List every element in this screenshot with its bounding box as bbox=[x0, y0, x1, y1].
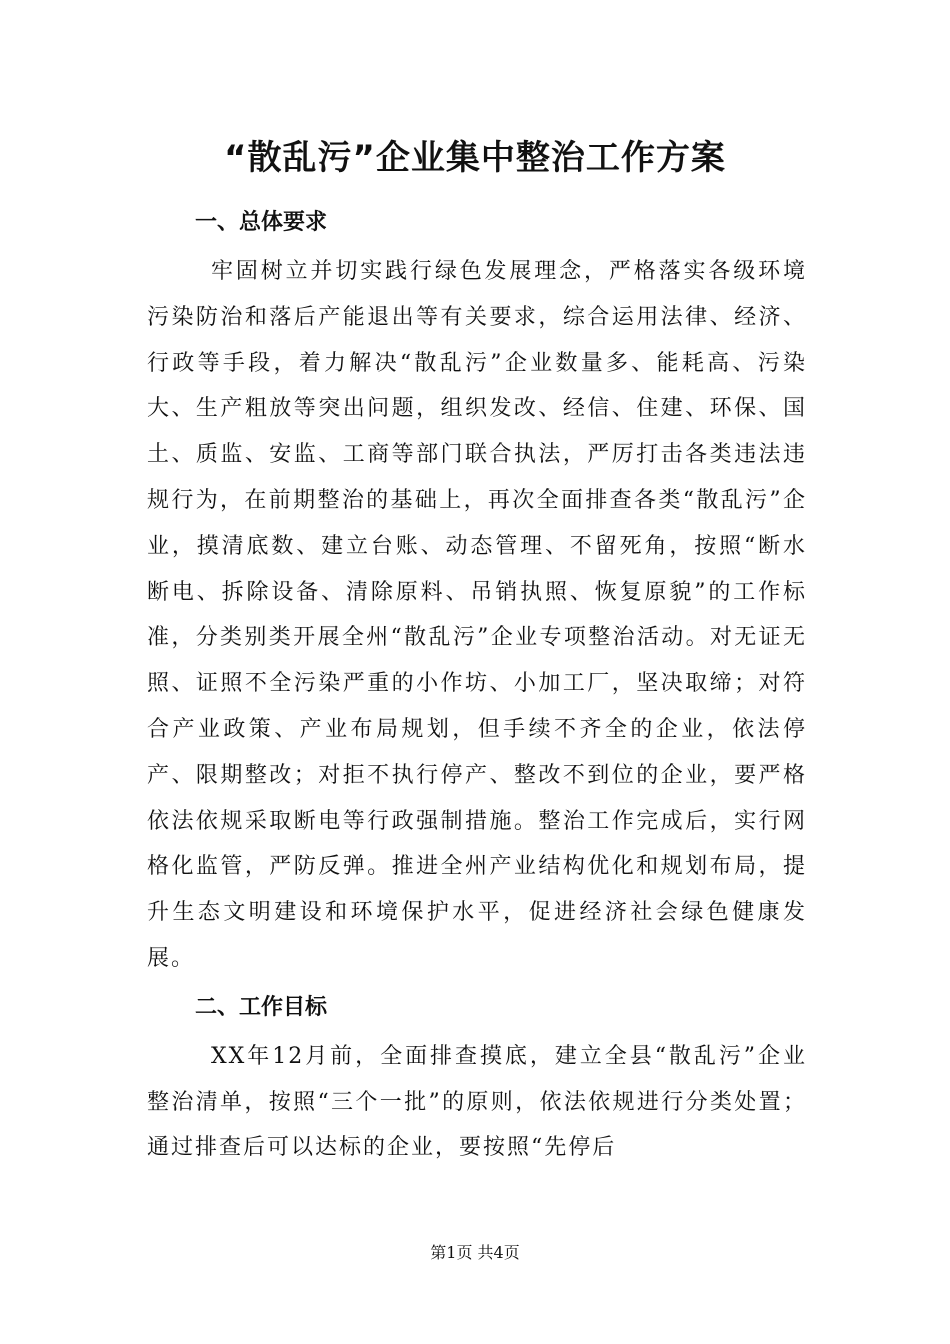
document-title: “散乱污”企业集中整治工作方案 bbox=[224, 138, 726, 178]
section-paragraph-work-goals: XX年12月前，全面排查摸底，建立全县“散乱污”企业整治清单，按照“三个一批”的原则，依法依规进行分类处置；通过排查后可以达标的企业，要按照“先停后 bbox=[147, 1043, 807, 1161]
section-heading-work-goals: 二、工作目标 bbox=[195, 994, 328, 1020]
section-heading-general-requirements: 一、总体要求 bbox=[195, 210, 328, 235]
page-footer: 第1页 共4页 bbox=[430, 1243, 520, 1262]
document-body bbox=[147, 197, 807, 1171]
section-paragraph-general-requirements: 牢固树立并切实践行绿色发展理念，严格落实各级环境污染防治和落后产能退出等有关要求，综合运用法律、经济、行政等手段，着力解决“散乱污”企业数量多、能耗高、污染大、生产粗放等突出问题，组织发改、经信、住建、环保、国土、质监、安监、工商等部门联合执法，严厉打击各类违法违规行为，在前期整治的基础上，再次全面排查各类“散乱污”企业，摸清底数、建立台账、动态管理、不留死角，按照“断水断电、拆除设备、清除原料、吊销执照、恢复原貌”的工作标准，分类别类开展全州“散乱污”企业专项整治活动。对无证无照、证照不全污染严重的小作坊、小加工厂，坚决取缔；对符合产业政策、产业布局规划，但手续不齐全的企业，依法停产、限期整改；对拒不执行停产、整改不到位的企业，要严格依法依规采取断电等行政强制措施。整治工作完成后，实行网格化监管，严防反弹。推进全州产业结构优化和规划布局，提升生态文明建设和环境保护水平，促进经济社会绿色健康发展。 bbox=[147, 259, 807, 971]
